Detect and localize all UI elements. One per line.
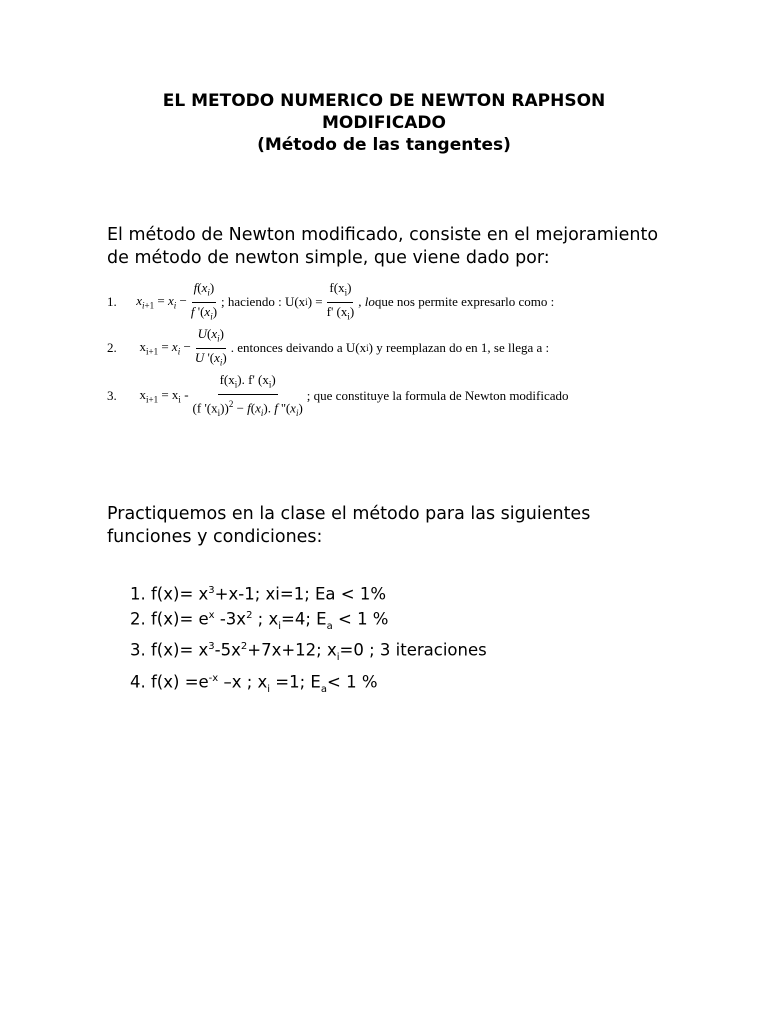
list-item-sup: 3 [208,641,215,653]
equation-1-text-c: , lo [358,294,375,310]
list-item-text: f(x)= e [151,609,209,628]
intro-paragraph [107,224,687,270]
list-item-text: =1; E [270,672,321,692]
list-item-text: +x-1; xi=1; Ea < 1% [214,584,387,604]
equation-2-text-b: ) y reemplazan do en 1, se llega a : [368,340,550,356]
equation-1-lhs: $x_{i+1} = x_i$ − [136,293,187,311]
intro-line-1: El método de Newton modificado, consiste en el mejoramiento [107,225,659,245]
list-item-text: =4; E [281,609,327,628]
equation-1-text-a: ; haciendo : U(x [221,294,306,310]
title-line-2: MODIFICADO [322,113,446,133]
list-item-sup: -x [208,673,219,685]
list-item-number: 2. [130,609,151,628]
list-item-number: 4. [130,672,151,692]
list-item-text: +7x+12; x [247,640,337,660]
list-item-sup: 2 [240,641,248,653]
list-item-text: f(x)= x [151,584,209,604]
equation-2-number: 2. [107,340,117,356]
intro-line-2: de método de newton simple, que viene dado por: [107,248,550,268]
list-item-number: 1. [130,584,151,604]
equation-1-fraction: $\frac{f(x_i)}{f '(x_i)}$ [190,280,218,322]
list-item-sub: i [336,652,340,664]
equation-2: 2. $x_{i+1} = x_i$ − $\frac{U(x_i)}{U '(x_i)}$ . entonces deivando a U(x i ) y reemplazan do en 1, se llega a : [107,326,549,370]
list-item-sub: i [267,683,271,695]
list-item-sub: a [320,683,328,695]
equation-1-text-b: ) = [307,294,323,310]
list-item [130,580,487,605]
equation-3-number: 3. [107,388,117,404]
exercise-list [130,580,487,700]
title-line-3: (Método de las tangentes) [257,135,511,155]
list-item-text: –x ; x [218,672,268,692]
practice-line-1: Practiquemos en la clase el método para las siguientes [107,504,591,524]
list-item-number: 3. [130,640,151,660]
equation-1: 1. $x_{i+1} = x_i$ − $\frac{f(x_i)}{f '(x_i)}$ ; haciendo : U(x i ) = $\frac{f(x_i)}{f' (x_i)}$ , lo que nos permite expresarlo como : [107,280,554,324]
list-item-text: < 1 % [332,609,389,628]
equation-2-text-a: . entonces deivando a U(x [230,340,367,356]
list-item-text: -3x [214,609,247,628]
practice-line-2: funciones y condiciones: [107,527,323,547]
practice-paragraph [107,503,590,549]
list-item [130,636,487,668]
list-item-sub: i [278,620,282,632]
list-item-sub: a [326,620,333,632]
list-item-text: f(x)= x [151,640,209,660]
list-item-text: < 1 % [327,672,378,692]
list-item-text: =0 ; 3 iteraciones [339,640,487,660]
equation-1-u-fraction: $\frac{f(x_i)}{f' (x_i)}$ [326,280,355,322]
list-item-sup: 3 [208,585,215,596]
list-item [130,605,487,637]
title-line-1: EL METODO NUMERICO DE NEWTON RAPHSON [162,91,606,111]
equation-1-number: 1. [107,294,117,310]
equation-3-fraction: $\frac{f(x_i). f' (x_i)}{(f '(x_i))^2 - f(x_i). f ''(x_i)}$ [192,372,303,418]
list-item-text: f(x) =e [151,672,209,692]
list-item-sup: 2 [246,609,253,621]
list-item-sup: x [208,609,215,621]
equation-3-text-a: ; que constituye la formula de Newton modificado [306,388,569,404]
equation-3-lhs: $x_{i+1} = x_i$ - [133,387,189,406]
equation-2-fraction: $\frac{U(x_i)}{U '(x_i)}$ [194,326,227,368]
list-item [130,668,487,700]
list-item-text: -5x [214,640,241,660]
equation-1-text-d: que nos permite expresarlo como : [374,294,555,310]
equation-3 [107,372,569,421]
equation-2-lhs: $x_{i+1} = x_i$ − [133,339,191,357]
document-title [0,90,768,156]
list-item-text: ; x [252,609,279,628]
